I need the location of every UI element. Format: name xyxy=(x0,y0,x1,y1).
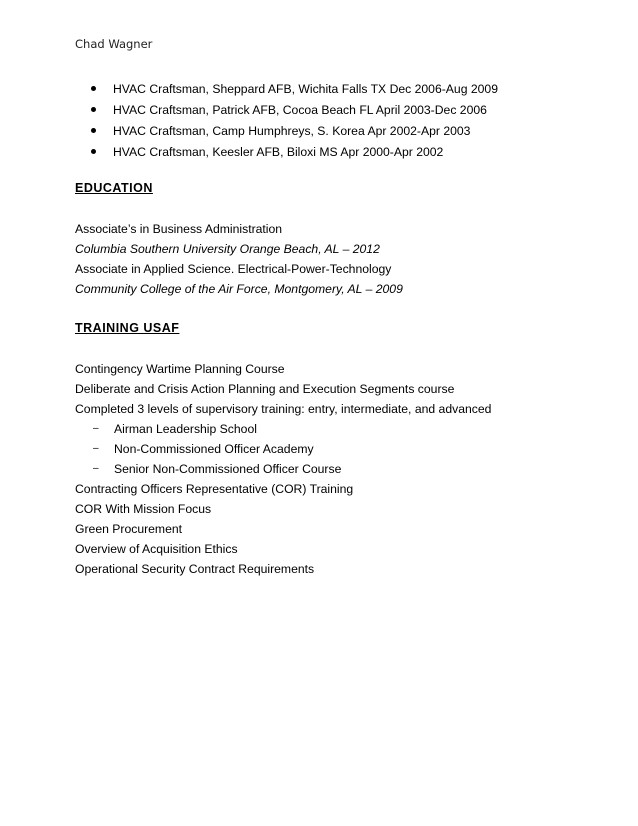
list-item: HVAC Craftsman, Keesler AFB, Biloxi MS Apr 2000-Apr 2002 xyxy=(75,142,498,163)
training-item: Overview of Acquisition Ethics xyxy=(75,542,238,556)
list-item: HVAC Craftsman, Sheppard AFB, Wichita Falls TX Dec 2006-Aug 2009 xyxy=(75,79,498,100)
list-item: – Non-Commissioned Officer Academy xyxy=(75,439,341,459)
bullet-icon xyxy=(91,86,96,91)
list-item: HVAC Craftsman, Patrick AFB, Cocoa Beach FL April 2003-Dec 2006 xyxy=(75,100,498,121)
list-item: – Senior Non-Commissioned Officer Course xyxy=(75,459,341,479)
training-item: Operational Security Contract Requirements xyxy=(75,562,315,576)
bullet-icon xyxy=(91,149,96,154)
training-item: Completed 3 levels of supervisory training: entry, intermediate, and advanced xyxy=(75,402,492,416)
education-heading: EDUCATION xyxy=(75,181,153,195)
training-item: Contingency Wartime Planning Course xyxy=(75,362,285,376)
education-degree: Associate in Applied Science. Electrical-Power-Technology xyxy=(75,262,392,276)
dash-icon: – xyxy=(93,463,99,474)
education-school: Columbia Southern University Orange Beach, AL – 2012 xyxy=(75,242,380,256)
list-item: – Airman Leadership School xyxy=(75,419,341,439)
training-item: Green Procurement xyxy=(75,522,183,536)
list-item: HVAC Craftsman, Camp Humphreys, S. Korea Apr 2002-Apr 2003 xyxy=(75,121,498,142)
bullet-icon xyxy=(91,128,96,133)
training-heading: TRAINING USAF xyxy=(75,321,180,335)
bullet-icon xyxy=(91,107,96,112)
education-degree: Associate’s in Business Administration xyxy=(75,222,283,236)
training-item: Contracting Officers Representative (COR) Training xyxy=(75,482,354,496)
training-item: COR With Mission Focus xyxy=(75,502,212,516)
dash-icon: – xyxy=(93,423,99,434)
experience-list xyxy=(75,79,498,163)
supervisory-training-list xyxy=(75,419,341,479)
dash-icon: – xyxy=(93,443,99,454)
header-name: Chad Wagner xyxy=(75,37,153,51)
training-item: Deliberate and Crisis Action Planning and Execution Segments course xyxy=(75,382,455,396)
education-school: Community College of the Air Force, Montgomery, AL – 2009 xyxy=(75,282,403,296)
